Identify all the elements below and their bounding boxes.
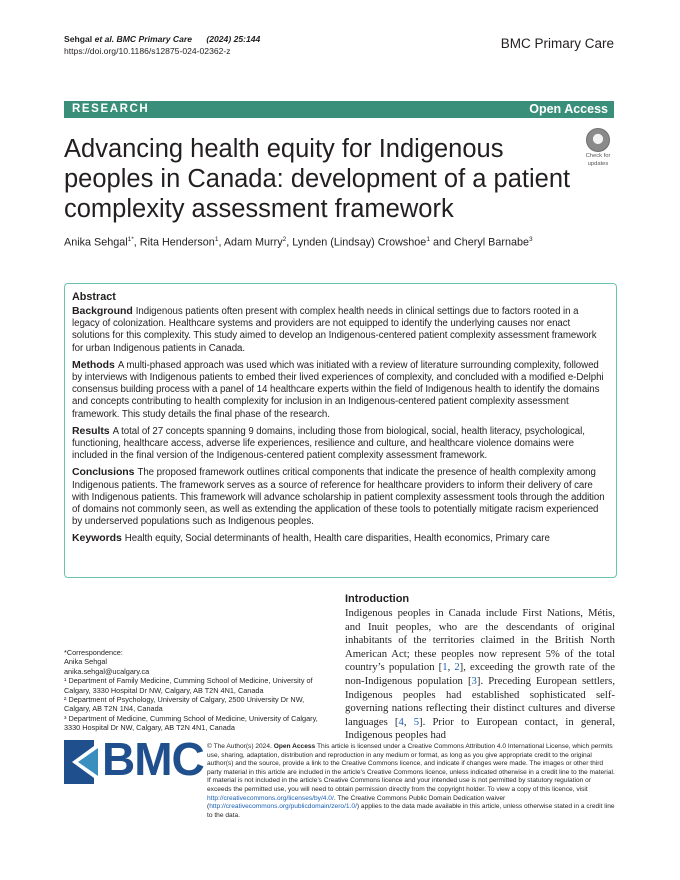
bmc-logo-text: BMC xyxy=(102,733,204,785)
check-updates-line2: updates xyxy=(587,160,609,167)
methods-label: Methods xyxy=(72,358,115,371)
conclusions-text: The proposed framework outlines critical components that indicate the presence of health complexity among Indigenous patients. The framework serves as a source of reference for healthcare providers to inform their delivery of care with Indigenous patients. This framework will advance scholarship in patient complexity assessment tools through the addition of domains not commonly seen, as well as extending the application of these tools to potentially mitigate racism experienced by underserved populations such as Indigenous peoples. xyxy=(72,467,605,528)
article-type-label: RESEARCH xyxy=(72,103,150,115)
abstract-box xyxy=(64,283,617,578)
license-link-zero[interactable]: http://creativecommons.org/publicdomain/zero/1.0/ xyxy=(209,803,357,811)
author-3-affil: 2 xyxy=(282,236,287,243)
author-2: , Rita Henderson xyxy=(133,236,215,249)
running-header xyxy=(64,34,260,57)
affiliation-1: ¹ Department of Family Medicine, Cumming School of Medicine, University of Calgary, 3330 Hospital Dr NW, Calgary, AB T2N 4N1, Canada xyxy=(64,676,313,695)
footnotes xyxy=(64,648,326,733)
abstract-methods xyxy=(72,359,608,421)
author-1-affil: 1* xyxy=(127,236,134,243)
ref-link-5[interactable]: 5 xyxy=(413,715,420,728)
affiliation-2: ² Department of Psychology, University of Calgary, 2500 University Dr NW, Calgary, AB T2N 1N4, Canada xyxy=(64,695,305,714)
author-5-affil: 3 xyxy=(529,236,533,243)
journal-name: BMC Primary Care xyxy=(500,36,614,51)
author-3: , Adam Murry xyxy=(218,236,283,249)
abstract-results xyxy=(72,425,608,463)
check-updates-line1: Check for xyxy=(585,153,611,159)
intro-text-2: , xyxy=(447,661,455,674)
background-label: Background xyxy=(72,305,133,317)
keywords-text: Health equity, Social determinants of health, Health care disparities, Health economics, Primary care xyxy=(124,533,550,545)
abstract-background xyxy=(72,305,608,355)
ref-link-1[interactable]: 1 xyxy=(442,661,448,674)
license-open-access: Open Access xyxy=(273,743,316,750)
intro-text-6: ]. Prior to European contact, in general, Indigenous peoples had xyxy=(345,715,615,742)
license-notice xyxy=(207,743,615,820)
correspondence-email[interactable]: anika.sehgal@ucalgary.ca xyxy=(64,666,150,676)
keywords-label: Keywords xyxy=(72,532,122,545)
open-access-label: Open Access xyxy=(529,102,608,116)
background-text: Indigenous patients often present with complex health needs in clinical settings due to factors rooted in a legacy of colonization. Healthcare systems and providers are not equipped to identify the underlying causes nor enact solutions for this complexity. This study aimed to develop an Indigenous-centered patient complexity assessment framework for urban Indigenous patients in Canada. xyxy=(72,306,597,354)
license-text-3: . The Creative Commons Public Domain Dedication waiver ( xyxy=(207,794,506,811)
citation-journal: et al. BMC Primary Care xyxy=(94,34,193,44)
article-type-bar xyxy=(64,101,614,118)
ref-link-2[interactable]: 2 xyxy=(454,661,460,674)
author-1: Anika Sehgal xyxy=(64,236,128,249)
intro-text-4: ]. Preceding European settlers, Indigenous peoples had established sophisticated self-governing nations reflecting their distinct cultures and diverse languages [ xyxy=(345,674,616,728)
check-for-updates-badge[interactable] xyxy=(582,128,614,167)
results-label: Results xyxy=(72,424,110,437)
author-5: and Cheryl Barnabe xyxy=(429,236,529,249)
citation-year: (2024) 25:144 xyxy=(206,34,261,44)
license-text-4: ) applies to the data made available in this article, unless otherwise stated in a credit line to the data. xyxy=(207,803,615,819)
conclusions-label: Conclusions xyxy=(72,466,135,479)
citation-line xyxy=(64,34,260,46)
results-text: A total of 27 concepts spanning 9 domains, including those from biological, social, health literacy, psychological, functioning, healthcare access, adverse life experiences, resilience and culture, and healthcare violence domains were included in the final version of the Indigenous-centered patient complexity assessment framework. xyxy=(72,425,585,462)
license-link-by[interactable]: http://creativecommons.org/licenses/by/4.0/ xyxy=(207,794,334,802)
intro-heading: Introduction xyxy=(345,593,410,605)
intro-text-5: , xyxy=(403,715,414,728)
intro-text-1: Indigenous peoples in Canada include First Nations, Métis, and Inuit peoples, who are the descendants of original inhabitants of the territories claimed in the British North American Act; these peoples now represent 5% of the total country’s population [ xyxy=(345,607,615,674)
license-text-1: © The Author(s) 2024. xyxy=(207,743,274,750)
bmc-logo-icon xyxy=(64,740,100,784)
check-updates-icon xyxy=(586,128,610,152)
doi-link[interactable]: https://doi.org/10.1186/s12875-024-02362-z xyxy=(64,45,231,56)
correspondence-name: Anika Sehgal xyxy=(64,657,108,667)
citation-authors: Sehgal xyxy=(64,34,95,44)
author-2-affil: 1 xyxy=(214,236,219,243)
license-text-2: This article is licensed under a Creative Commons Attribution 4.0 International License, which permits use, sharing, adaptation, distribution and reproduction in any medium or format, as long as you give appropriate credit to the original author(s) and the source, provide a link to the Creative Commons licence, and indicate if changes were made. The images or other third party material in this article are included in the article’s Creative Commons licence, unless indicated otherwise in a credit line to the material. If material is not included in the article’s Creative Commons licence and your intended use is not permitted by statutory regulation or exceeds the permitted use, you will need to obtain permission directly from the copyright holder. To view a copy of this licence, visit xyxy=(207,743,615,793)
abstract-conclusions xyxy=(72,466,608,528)
ref-link-3[interactable]: 3 xyxy=(471,674,477,687)
ref-link-4[interactable]: 4 xyxy=(398,715,404,728)
intro-paragraph xyxy=(345,607,615,743)
methods-text: A multi-phased approach was used which was initiated with a review of literature surrounding complexity, followed by interviews with Indigenous patients to embed their lived experiences of complexity, and concluded with a modified e-Delphi consensus building process with a panel of 14 healthcare experts within the field of Indigenous health to identify the domains and concepts contributing to health complexity for inclusion in an Indigenous-centered patient complexity assessment framework. This study details the final phase of the research. xyxy=(72,359,604,420)
affiliation-3: ³ Department of Medicine, Cumming School of Medicine, University of Calgary, 3330 Hospital Dr NW, Calgary, AB T2N 4N1, Canada xyxy=(64,713,318,733)
author-list xyxy=(64,233,624,250)
article-title: Advancing health equity for Indigenous peoples in Canada: development of a patient complexity assessment framework xyxy=(64,135,571,223)
correspondence-label: *Correspondence: xyxy=(64,648,123,657)
author-4: , Lynden (Lindsay) Crowshoe xyxy=(286,236,427,249)
abstract-heading: Abstract xyxy=(72,291,116,303)
author-4-affil: 1 xyxy=(426,236,430,243)
intro-text-3: ], exceeding the growth rate of the non-Indigenous population [ xyxy=(345,661,616,687)
abstract-keywords xyxy=(72,532,608,545)
